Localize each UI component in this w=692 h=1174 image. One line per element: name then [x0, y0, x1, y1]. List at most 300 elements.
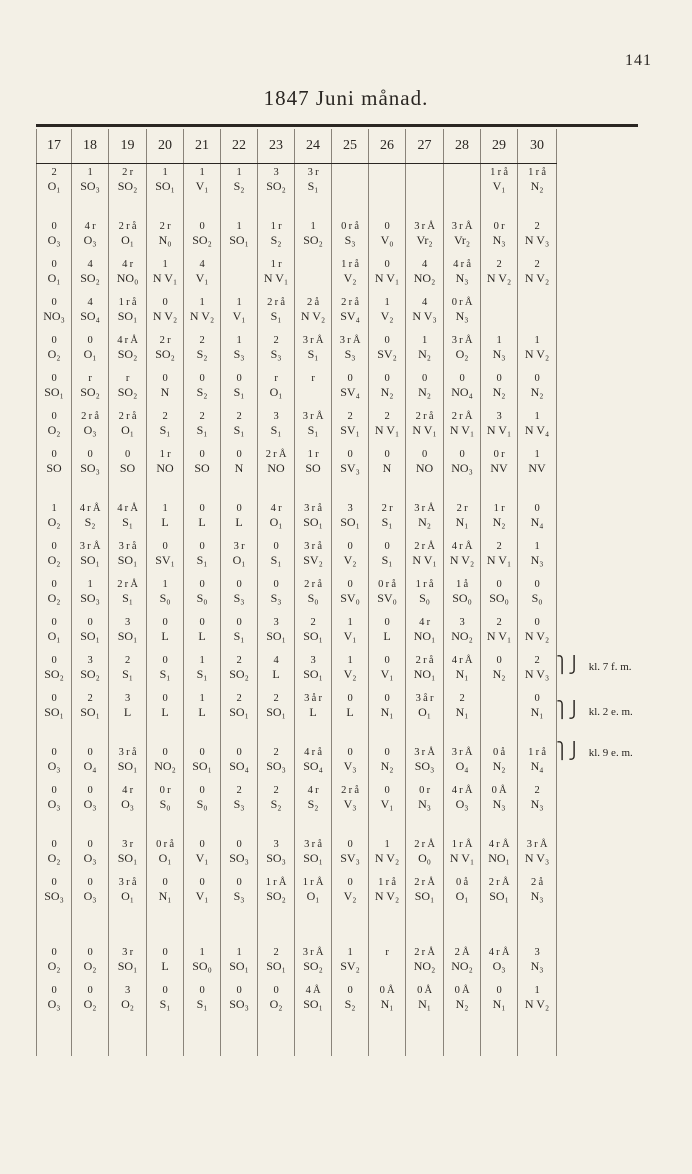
- cloud-value: 1: [199, 297, 205, 308]
- observation-cell: [481, 500, 518, 538]
- wind-value: SO₁: [303, 852, 323, 865]
- observation-cell: [406, 202, 444, 218]
- observation-cell: [72, 202, 109, 218]
- cloud-value: 1 r å: [118, 297, 137, 308]
- observation-cell: [221, 1020, 258, 1056]
- cloud-value: 0: [384, 785, 390, 796]
- cloud-value: 0: [236, 503, 242, 514]
- cloud-value: 0: [273, 579, 279, 590]
- observation-cell: [406, 652, 444, 690]
- cloud-value: [518, 294, 556, 310]
- observation-cell: [221, 728, 258, 744]
- cloud-value: 2 å: [307, 297, 319, 308]
- observation-cell: [258, 728, 295, 744]
- observation-cell: [295, 500, 332, 538]
- observation-cell: [518, 332, 557, 370]
- observation-cell: [184, 744, 221, 782]
- wind-value: S₃: [270, 592, 282, 605]
- wind-value: [369, 960, 405, 978]
- observation-cell: [369, 836, 406, 874]
- wind-value: SO₀: [192, 960, 212, 973]
- cloud-value: 1: [87, 579, 93, 590]
- observation-cell: [444, 500, 481, 538]
- cloud-value: 0: [534, 373, 540, 384]
- observation-cell: [109, 744, 147, 782]
- wind-value: S₂: [270, 798, 282, 811]
- day-header: 24: [295, 129, 332, 164]
- observation-cell: [221, 332, 258, 370]
- observation-cell: [518, 874, 557, 912]
- wind-value: O₁: [47, 630, 61, 643]
- cloud-value: 0: [534, 579, 540, 590]
- cloud-value: 4: [87, 297, 93, 308]
- cloud-value: 3: [310, 655, 316, 666]
- observation-cell: [37, 690, 72, 728]
- cloud-value: 0: [496, 579, 502, 590]
- observation-cell: [258, 202, 295, 218]
- wind-value: S₃: [233, 348, 245, 361]
- observation-cell: [369, 614, 406, 652]
- cloud-value: 0: [199, 373, 205, 384]
- wind-value: SO₃: [229, 852, 249, 865]
- wind-value: O₂: [121, 998, 134, 1011]
- cloud-value: 2 r å: [267, 297, 285, 308]
- cloud-value: 3 å r: [415, 693, 434, 704]
- cloud-value: 0: [162, 297, 168, 308]
- cloud-value: 0: [384, 617, 390, 628]
- wind-value: N V₁: [374, 272, 400, 285]
- observation-cell: [481, 332, 518, 370]
- wind-value: NV: [490, 462, 508, 475]
- wind-value: S₁: [196, 554, 208, 567]
- cloud-value: 0 r å: [156, 839, 174, 850]
- cloud-value: 0: [534, 693, 540, 704]
- wind-value: O₁: [47, 180, 61, 193]
- wind-value: NO: [415, 462, 434, 475]
- wind-value: N₃: [418, 798, 431, 811]
- wind-value: N₂: [380, 760, 394, 773]
- wind-value: SO₂: [229, 668, 249, 681]
- cloud-value: 0: [199, 221, 205, 232]
- observation-cell: [147, 164, 184, 203]
- observation-cell: [37, 982, 72, 1020]
- observation-cell: [109, 500, 147, 538]
- wind-value: O₁: [158, 852, 172, 865]
- cloud-value: 0: [199, 877, 205, 888]
- observation-cell: [444, 484, 481, 500]
- observation-cell: [295, 874, 332, 912]
- observation-cell: [258, 538, 295, 576]
- wind-value: N V₄: [524, 424, 550, 437]
- observation-cell: [481, 408, 518, 446]
- cloud-value: 0: [87, 947, 93, 958]
- cloud-value: 3 r Å: [414, 747, 435, 758]
- wind-value: SO₁: [229, 706, 249, 719]
- wind-value: N V₁: [449, 852, 475, 865]
- cloud-value: 1: [236, 335, 242, 346]
- cloud-value: 2: [199, 335, 205, 346]
- wind-value: O₂: [83, 998, 97, 1011]
- cloud-value: [295, 256, 331, 272]
- wind-value: SO₁: [266, 960, 286, 973]
- observation-cell: [72, 332, 109, 370]
- wind-value: N V₂: [374, 890, 400, 903]
- observation-cell: [444, 874, 481, 912]
- cloud-value: r: [385, 947, 389, 958]
- cloud-value: 0: [162, 877, 168, 888]
- cloud-value: 0: [384, 655, 390, 666]
- observation-cell: [295, 256, 332, 294]
- cloud-value: 3: [496, 411, 502, 422]
- observation-cell: [72, 164, 109, 203]
- observation-cell: [258, 928, 295, 944]
- wind-value: S₂: [196, 348, 208, 361]
- observation-cell: [481, 370, 518, 408]
- cloud-value: 0: [51, 259, 57, 270]
- observation-cell: [184, 256, 221, 294]
- cloud-value: 4 r Å: [488, 947, 510, 958]
- wind-value: NO₁: [488, 852, 510, 865]
- cloud-value: 4 r: [307, 785, 319, 796]
- cloud-value: 0: [87, 449, 93, 460]
- observation-cell: [369, 446, 406, 484]
- cloud-value: 0: [199, 747, 205, 758]
- wind-value: N₁: [455, 516, 469, 529]
- observation-cell: [444, 728, 481, 744]
- observation-cell: [369, 256, 406, 294]
- observation-cell: [37, 446, 72, 484]
- wind-value: SO₂: [155, 348, 175, 361]
- cloud-value: 3: [347, 503, 353, 514]
- wind-value: SO₁: [303, 630, 323, 643]
- wind-value: N V₃: [524, 668, 550, 681]
- observation-cell: [295, 1020, 332, 1056]
- cloud-value: [481, 690, 517, 706]
- observation-cell: [481, 576, 518, 614]
- wind-value: SO₁: [192, 760, 212, 773]
- spacer-row: [37, 728, 557, 744]
- cloud-value: 3: [87, 655, 93, 666]
- wind-value: O₁: [232, 554, 246, 567]
- wind-value: N₁: [380, 998, 394, 1011]
- cloud-value: 2 r å: [341, 297, 359, 308]
- cloud-value: 0: [496, 373, 502, 384]
- cloud-value: 1: [162, 167, 168, 178]
- observation-cell: [109, 218, 147, 256]
- observation-cell: [481, 944, 518, 982]
- wind-value: NO₂: [413, 960, 436, 973]
- observation-cell: [518, 652, 557, 690]
- weather-observation-table: [36, 129, 557, 1056]
- wind-value: N₂: [492, 760, 506, 773]
- wind-value: NO₀: [116, 272, 139, 285]
- cloud-value: [221, 256, 257, 272]
- observation-cell: [72, 982, 109, 1020]
- wind-value: V₁: [195, 852, 209, 865]
- cloud-value: 0: [384, 693, 390, 704]
- cloud-value: 1: [51, 503, 57, 514]
- observation-cell: [258, 874, 295, 912]
- cloud-value: 4: [421, 297, 428, 308]
- note-evening: [556, 741, 633, 761]
- observation-row: [37, 944, 557, 982]
- wind-value: N₁: [455, 668, 469, 681]
- observation-cell: [109, 332, 147, 370]
- observation-cell: [147, 370, 184, 408]
- wind-value: L: [346, 706, 354, 719]
- wind-value: S₀: [531, 592, 543, 605]
- wind-value: NO₂: [154, 760, 176, 773]
- observation-cell: [72, 576, 109, 614]
- observation-cell: [406, 690, 444, 728]
- observation-cell: [406, 218, 444, 256]
- cloud-value: 1 r Å: [265, 877, 287, 888]
- observation-cell: [258, 820, 295, 836]
- observation-cell: [369, 744, 406, 782]
- wind-value: NO₂: [413, 272, 436, 285]
- observation-cell: [481, 614, 518, 652]
- observation-row: [37, 744, 557, 782]
- wind-value: S₀: [196, 592, 208, 605]
- wind-value: O₂: [47, 592, 61, 605]
- wind-value: N V₂: [300, 310, 326, 323]
- wind-value: S₀: [159, 592, 171, 605]
- cloud-value: 3 r å: [118, 877, 137, 888]
- cloud-value: 4: [199, 259, 205, 270]
- cloud-value: 3: [124, 693, 131, 704]
- cloud-value: 2 r å: [415, 411, 434, 422]
- wind-value: N₄: [530, 516, 544, 529]
- observation-cell: [518, 500, 557, 538]
- wind-value: [295, 386, 331, 404]
- observation-cell: [332, 370, 369, 408]
- observation-cell: [406, 912, 444, 928]
- wind-value: V₂: [343, 890, 357, 903]
- observation-cell: [221, 652, 258, 690]
- observation-cell: [406, 728, 444, 744]
- observation-cell: [184, 1020, 221, 1056]
- wind-value: N: [382, 462, 392, 475]
- wind-value: N₂: [418, 348, 431, 361]
- observation-cell: [221, 256, 258, 294]
- observation-cell: [406, 614, 444, 652]
- cloud-value: 3 r å: [118, 747, 137, 758]
- observation-cell: [37, 912, 72, 928]
- cloud-value: 0: [273, 985, 279, 996]
- wind-value: N V₂: [152, 310, 178, 323]
- wind-value: SO₁: [80, 630, 100, 643]
- observation-cell: [184, 218, 221, 256]
- cloud-value: 1 r å: [528, 747, 546, 758]
- observation-cell: [109, 782, 147, 820]
- observation-cell: [109, 202, 147, 218]
- cloud-value: 0: [51, 839, 57, 850]
- wind-value: SO₄: [303, 760, 323, 773]
- wind-value: O₄: [455, 760, 469, 773]
- wind-value: N₃: [530, 554, 544, 567]
- wind-value: [406, 180, 443, 198]
- observation-cell: [147, 202, 184, 218]
- cloud-value: 2: [534, 785, 540, 796]
- observation-cell: [109, 614, 147, 652]
- observation-cell: [72, 500, 109, 538]
- observation-cell: [258, 576, 295, 614]
- wind-value: L: [198, 516, 206, 529]
- wind-value: S₁: [159, 424, 171, 437]
- cloud-value: 2: [87, 693, 93, 704]
- cloud-value: 4 r Å: [117, 503, 138, 514]
- cloud-value: 4 r Å: [451, 655, 473, 666]
- observation-cell: [332, 408, 369, 446]
- observation-cell: [147, 1020, 184, 1056]
- observation-cell: [109, 652, 147, 690]
- cloud-value: 2: [534, 655, 540, 666]
- observation-cell: [147, 912, 184, 928]
- cloud-value: 0: [51, 693, 57, 704]
- cloud-value: 0 å: [493, 747, 505, 758]
- wind-value: S₁: [270, 424, 282, 437]
- cloud-value: 1: [421, 335, 428, 346]
- cloud-value: 0: [87, 839, 93, 850]
- cloud-value: 2: [347, 411, 353, 422]
- wind-value: S₂: [344, 998, 356, 1011]
- observation-cell: [406, 370, 444, 408]
- observation-cell: [184, 370, 221, 408]
- cloud-value: 0: [51, 541, 57, 552]
- observation-cell: [72, 256, 109, 294]
- wind-value: SV₁: [155, 554, 175, 567]
- observation-cell: [184, 538, 221, 576]
- wind-value: N₃: [492, 348, 506, 361]
- cloud-value: 1: [534, 985, 540, 996]
- observation-cell: [72, 944, 109, 982]
- wind-value: NO₁: [413, 630, 436, 643]
- wind-value: N V₂: [189, 310, 215, 323]
- observation-cell: [147, 576, 184, 614]
- cloud-value: 3 r: [122, 947, 133, 958]
- wind-value: L: [161, 516, 169, 529]
- observation-cell: [221, 744, 258, 782]
- observation-cell: [518, 728, 557, 744]
- wind-value: V₂: [343, 272, 357, 285]
- cloud-value: 3: [273, 411, 279, 422]
- wind-value: S₃: [233, 890, 245, 903]
- cloud-value: 4 r Å: [79, 503, 101, 514]
- observation-cell: [147, 928, 184, 944]
- observation-cell: [258, 690, 295, 728]
- cloud-value: 3: [273, 167, 279, 178]
- observation-row: [37, 836, 557, 874]
- cloud-value: 0: [162, 541, 168, 552]
- observation-cell: [481, 836, 518, 874]
- wind-value: L: [198, 706, 206, 719]
- wind-value: N₁: [380, 706, 394, 719]
- cloud-value: 3 r: [233, 541, 245, 552]
- wind-value: S₀: [159, 798, 171, 811]
- observation-cell: [332, 1020, 369, 1056]
- observation-cell: [72, 538, 109, 576]
- observation-cell: [258, 500, 295, 538]
- observation-cell: [332, 744, 369, 782]
- cloud-value: 1: [87, 167, 93, 178]
- observation-cell: [295, 944, 332, 982]
- observation-cell: [518, 370, 557, 408]
- observation-cell: [481, 202, 518, 218]
- note-text: kl. 9 e. m.: [588, 747, 633, 759]
- wind-value: L: [383, 630, 391, 643]
- observation-cell: [258, 446, 295, 484]
- observation-cell: [518, 256, 557, 294]
- cloud-value: 4 r å: [304, 747, 322, 758]
- cloud-value: 0: [236, 877, 242, 888]
- cloud-value: 1 å: [456, 579, 468, 590]
- cloud-value: 0: [51, 411, 57, 422]
- wind-value: SO₃: [44, 890, 64, 903]
- observation-cell: [37, 218, 72, 256]
- page-title: 1847 Juni månad.: [263, 86, 429, 110]
- observation-cell: [221, 408, 258, 446]
- observation-cell: [369, 538, 406, 576]
- observation-cell: [518, 782, 557, 820]
- observation-cell: [295, 370, 332, 408]
- observation-cell: [221, 820, 258, 836]
- wind-value: SV₀: [340, 592, 360, 605]
- observation-cell: [37, 370, 72, 408]
- wind-value: O₃: [83, 424, 97, 437]
- wind-value: S₁: [122, 668, 133, 681]
- observation-cell: [109, 294, 147, 332]
- cloud-value: 4: [87, 259, 93, 270]
- cloud-value: 3 r Å: [451, 335, 473, 346]
- observation-cell: [37, 652, 72, 690]
- cloud-value: 2: [162, 411, 168, 422]
- observation-cell: [332, 484, 369, 500]
- wind-value: O₀: [418, 852, 431, 865]
- observation-cell: [221, 218, 258, 256]
- wind-value: O₃: [455, 798, 469, 811]
- observation-cell: [369, 370, 406, 408]
- cloud-value: 0: [236, 373, 242, 384]
- observation-cell: [184, 820, 221, 836]
- cloud-value: 0: [384, 221, 390, 232]
- cloud-value: 1: [162, 259, 168, 270]
- observation-cell: [332, 820, 369, 836]
- wind-value: V₁: [232, 310, 246, 323]
- observation-cell: [444, 370, 481, 408]
- wind-value: NO₁: [413, 668, 436, 681]
- observation-cell: [109, 944, 147, 982]
- wind-value: L: [309, 706, 317, 719]
- day-header: 28: [444, 129, 481, 164]
- cloud-value: 2: [534, 221, 540, 232]
- observation-cell: [184, 652, 221, 690]
- cloud-value: 4 r Å: [117, 335, 138, 346]
- wind-value: N₃: [455, 272, 469, 285]
- observation-cell: [369, 820, 406, 836]
- observation-cell: [109, 164, 147, 203]
- cloud-value: 0: [459, 449, 465, 460]
- cloud-value: 2: [236, 655, 242, 666]
- observation-cell: [295, 294, 332, 332]
- cloud-value: 0: [87, 335, 93, 346]
- wind-value: NO₂: [451, 960, 473, 973]
- observation-cell: [406, 744, 444, 782]
- observation-cell: [72, 912, 109, 928]
- observation-cell: [369, 928, 406, 944]
- wind-value: S₁: [381, 554, 393, 567]
- cloud-value: [481, 294, 517, 310]
- cloud-value: 2: [496, 259, 502, 270]
